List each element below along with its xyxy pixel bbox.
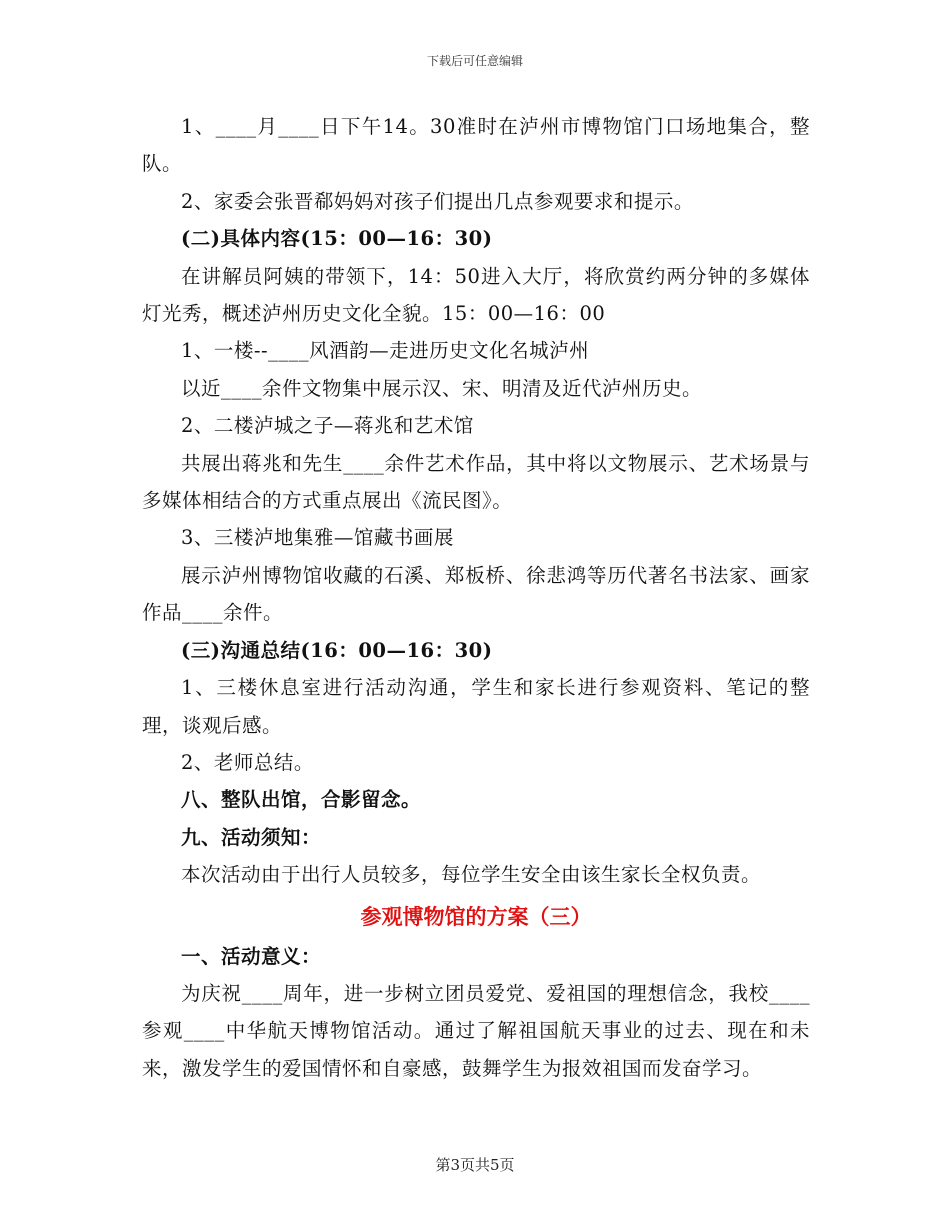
paragraph: 共展出蒋兆和先生____余件艺术作品，其中将以文物展示、艺术场景与多媒体相结合的方式重点展出《流民图》。 [142, 451, 810, 513]
paragraph: 为庆祝____周年，进一步树立团员爱党、爱祖国的理想信念，我校____参观____中华航天博物馆活动。通过了解祖国航天事业的过去、现在和未来，激发学生的爱国情怀和自豪感，鼓舞学生为报效祖国而发奋学习。 [142, 981, 810, 1080]
paragraph: 本次活动由于出行人员较多，每位学生安全由该生家长全权负责。 [181, 863, 762, 887]
paragraph: 3、三楼泸地集雅—馆藏书画展 [181, 526, 454, 550]
paragraph: 在讲解员阿姨的带领下，14：50进入大厅，将欣赏约两分钟的多媒体灯光秀，概述泸州历史文化全貌。15：00—16：00 [142, 264, 810, 326]
paragraph: 2、二楼泸城之子—蒋兆和艺术馆 [181, 414, 474, 438]
paragraph: 2、老师总结。 [181, 750, 314, 774]
page-header: 下载后可任意编辑 [426, 54, 523, 68]
section-content-top [142, 108, 810, 894]
paragraph: (三)沟通总结(16：00—16：30) [181, 638, 493, 662]
paragraph: 1、____月____日下午14。30准时在泸州市博物馆门口场地集合，整队。 [142, 115, 810, 176]
paragraph: 1、三楼休息室进行活动沟通，学生和家长进行参观资料、笔记的整理，谈观后感。 [142, 676, 810, 737]
paragraph: 以近____余件文物集中展示汉、宋、明清及近代泸州历史。 [181, 376, 703, 400]
page-footer: 第3页共5页 [435, 1156, 515, 1174]
paragraph: 1、一楼--____风酒韵—走进历史文化名城泸州 [181, 339, 590, 363]
paragraph: 九、活动须知： [181, 825, 322, 849]
document-body [142, 108, 810, 1087]
paragraph: (二)具体内容(15：00—16：30) [181, 227, 493, 251]
section-content-bottom [142, 938, 810, 1088]
paragraph: 2、家委会张晋郗妈妈对孩子们提出几点参观要求和提示。 [181, 189, 694, 213]
section-title: 参观博物馆的方案（三） [360, 903, 592, 929]
paragraph: 展示泸州博物馆收藏的石溪、郑板桥、徐悲鸿等历代著名书法家、画家作品____余件。 [142, 563, 810, 625]
paragraph: 八、整队出馆，合影留念。 [181, 788, 422, 812]
paragraph: 一、活动意义： [181, 944, 322, 968]
